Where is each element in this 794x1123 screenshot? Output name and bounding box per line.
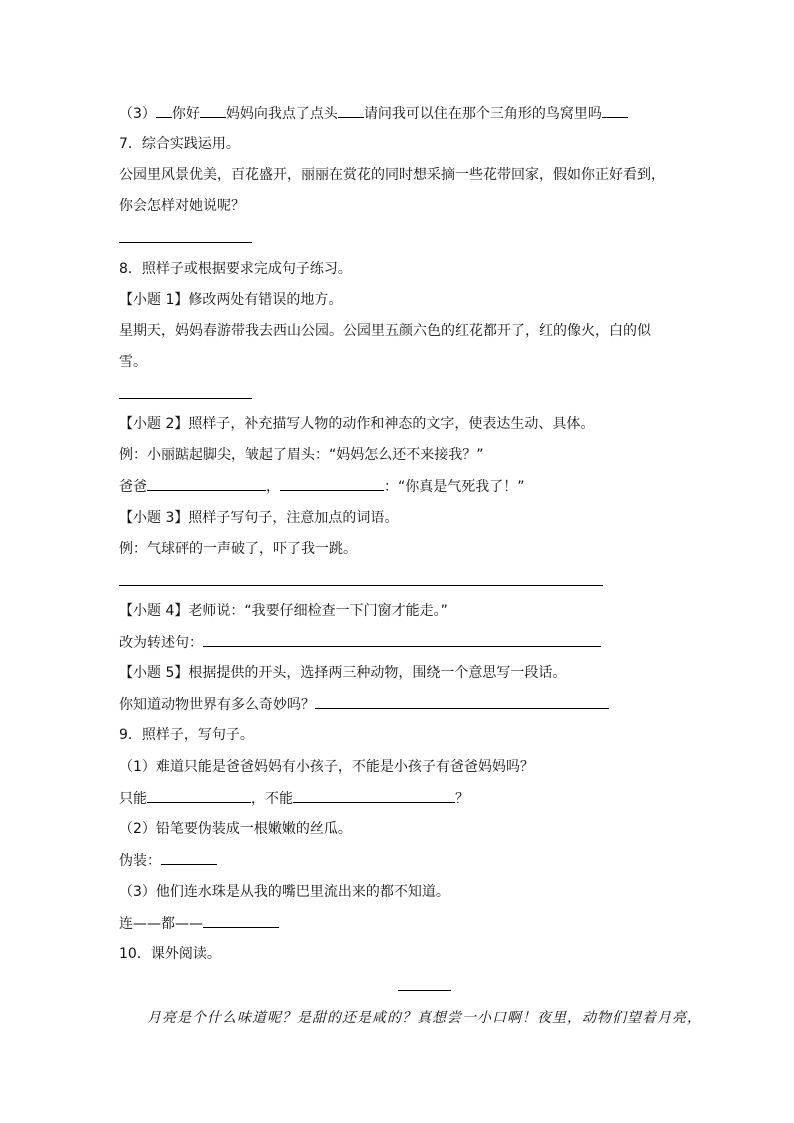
q7-line1: 公园里风景优美，百花盛开，丽丽在赏花的同时想采摘一些花带回家，假如你正好看到，: [119, 167, 665, 183]
q10-story-line1: 月亮是个什么味道呢？是甜的还是咸的？真想尝一小口啊！夜里，动物们望着月亮，: [147, 1010, 702, 1026]
q8-sub2-label: 【小题 2】: [119, 416, 189, 432]
q6-item3-part1: 你好: [171, 106, 200, 122]
q8-sub2: [119, 414, 594, 434]
q8-sub2-text: 照样子，补充描写人物的动作和神态的文字，使表达生动、具体。: [188, 416, 595, 432]
q9-item1: （1）难道只能是爸爸妈妈有小孩子，不能是小孩子有爸爸妈妈吗？: [119, 759, 534, 775]
q8-title: 8．照样子或根据要求完成句子练习。: [119, 261, 352, 277]
q9-item2-answer: [119, 850, 217, 871]
answer-blank[interactable]: [200, 103, 226, 118]
q8-sub5-answer: [119, 694, 609, 715]
q9-title: 9．照样子，写句子。: [119, 727, 254, 743]
q8-sub4-text: 老师说：“我要仔细检查一下门窗才能走。”: [188, 603, 448, 619]
q6-item3-part3: 请问我可以住在那个三角形的鸟窝里吗: [363, 106, 602, 122]
q6-item3-prefix: （3）: [119, 106, 156, 122]
q8-sub2-example: 例：小丽踮起脚尖，皱起了眉头：“妈妈怎么还不来接我？”: [119, 447, 484, 463]
q8-sub4: [119, 601, 448, 621]
answer-blank[interactable]: [156, 103, 172, 118]
q8-sub2-comma: ，: [266, 479, 280, 495]
q8-sub1-text: 修改两处有错误的地方。: [188, 292, 343, 308]
q8-sub5-text: 根据提供的开头，选择两三种动物，围绕一个意思写一段话。: [188, 665, 567, 681]
q8-sub5-prompt: 你知道动物世界有多么奇妙吗？: [119, 697, 315, 713]
answer-blank[interactable]: [147, 476, 266, 491]
q6-item3-part2: 妈妈向我点了点头: [225, 106, 338, 122]
q9-item2-prompt: 伪装：: [119, 853, 161, 869]
answer-blank[interactable]: [293, 788, 455, 803]
q7-title: 7．综合实践运用。: [119, 136, 240, 152]
q8-sub3: [119, 508, 398, 528]
q8-sub3-label: 【小题 3】: [119, 510, 189, 526]
q8-sub5-label: 【小题 5】: [119, 665, 189, 681]
q9-item1-b: ，不能: [251, 791, 293, 807]
q8-sub1-line1: 星期天，妈妈春游带我去西山公园。公园里五颜六色的红花都开了，红的像火，白的似: [119, 323, 651, 339]
q8-sub4-label: 【小题 4】: [119, 603, 189, 619]
q8-sub4-prompt: 改为转述句：: [119, 635, 203, 651]
q10-title: 10．课外阅读。: [119, 946, 221, 962]
q8-sub3-example: 例：气球砰的一声破了，吓了我一跳。: [119, 541, 357, 557]
q8-sub2-answer: [119, 476, 525, 497]
q7-line2: 你会怎样对她说呢？: [119, 198, 245, 214]
q9-item3: （3）他们连水珠是从我的嘴巴里流出来的都不知道。: [119, 884, 450, 900]
q7-answer-line[interactable]: [119, 242, 252, 243]
answer-blank[interactable]: [338, 103, 364, 118]
answer-blank[interactable]: [161, 850, 217, 865]
q8-sub3-text: 照样子写句子，注意加点的词语。: [188, 510, 399, 526]
q9-item2: （2）铅笔要伪装成一根嫩嫩的丝瓜。: [119, 821, 352, 837]
q9-item3-answer: [119, 913, 279, 934]
answer-blank[interactable]: [203, 632, 601, 647]
q8-sub2-dad: 爸爸: [119, 479, 147, 495]
q6-item3-line: [119, 103, 628, 124]
q8-sub4-answer: [119, 632, 601, 653]
answer-blank[interactable]: [147, 788, 251, 803]
answer-blank[interactable]: [602, 103, 628, 118]
answer-blank[interactable]: [315, 694, 609, 709]
q9-item1-answer: [119, 788, 469, 809]
q8-sub1-line2: 雪。: [119, 354, 147, 370]
q8-sub5: [119, 663, 566, 683]
story-title-blank[interactable]: [398, 990, 451, 991]
answer-blank[interactable]: [203, 913, 279, 928]
q8-sub1-label: 【小题 1】: [119, 292, 189, 308]
q8-sub1-answer-line[interactable]: [119, 398, 252, 399]
q8-sub1: [119, 290, 342, 310]
q8-sub2-quote: ：“你真是气死我了！”: [384, 479, 525, 495]
q9-item1-a: 只能: [119, 791, 147, 807]
q9-item1-c: ？: [455, 791, 469, 807]
q8-sub3-answer-line[interactable]: [119, 585, 603, 586]
answer-blank[interactable]: [280, 476, 384, 491]
q9-item3-prompt: 连——都——: [119, 916, 203, 932]
